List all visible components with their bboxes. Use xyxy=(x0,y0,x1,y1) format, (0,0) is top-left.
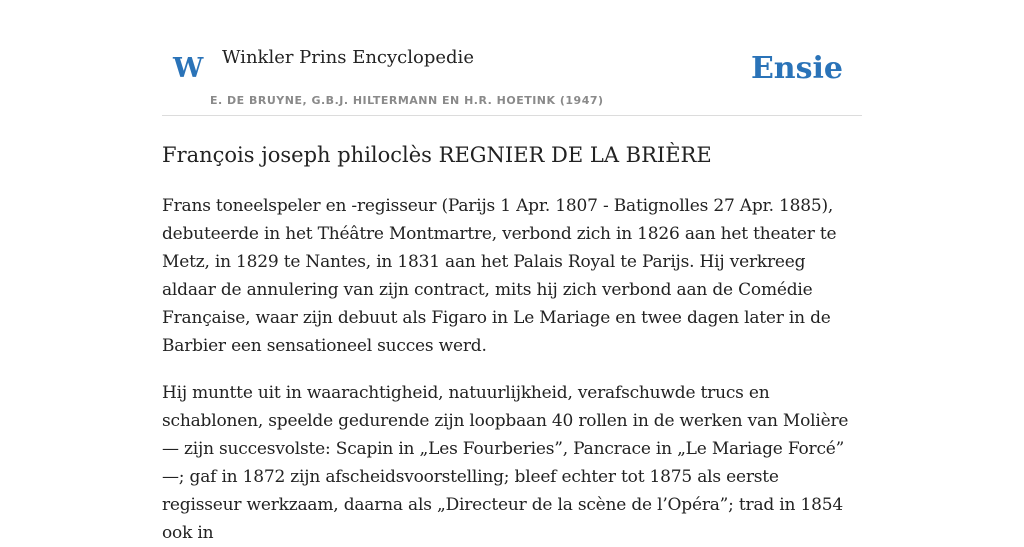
encyclopedia-header xyxy=(162,40,862,116)
book-authors: E. DE BRUYNE, G.B.J. HILTERMANN EN H.R. HOETINK (1947) xyxy=(210,94,604,107)
article xyxy=(162,136,862,547)
article-paragraph: Frans toneelspeler en -regisseur (Parijs 1 Apr. 1807 - Batignolles 27 Apr. 1885), debuteerde in het Théâtre Montmartre, verbond zich in 1826 aan het theater te Metz, in 1829 te Nantes, in 1831 aan het Palais Royal te Parijs. Hij verkreeg aldaar de annulering van zijn contract, mits hij zich verbond aan de Comédie Française, waar zijn debuut als Figaro in Le Mariage en twee dagen later in de Barbier een sensationeel succes werd. xyxy=(162,196,837,356)
article-paragraph: Hij muntte uit in waarachtigheid, natuurlijkheid, verafschuwde trucs en schablonen, speelde gedurende zijn loopbaan 40 rollen in de werken van Molière — zijn succesvolste: Scapin in „Les Fourberies”, Pancrace in „Le Mariage Forcé” —; gaf in 1872 zijn afscheidsvoorstelling; bleef echter tot 1875 als eerste regisseur werkzaam, daarna als „Directeur de la scène de l’Opéra”; trad in 1854 ook in xyxy=(162,383,849,543)
book-title[interactable]: Winkler Prins Encyclopedie xyxy=(222,47,474,68)
winkler-prins-logo[interactable]: W xyxy=(173,53,204,84)
article-title: François joseph philoclès REGNIER DE LA BRIÈRE xyxy=(162,143,712,167)
ensie-logo[interactable]: Ensie xyxy=(750,51,843,86)
